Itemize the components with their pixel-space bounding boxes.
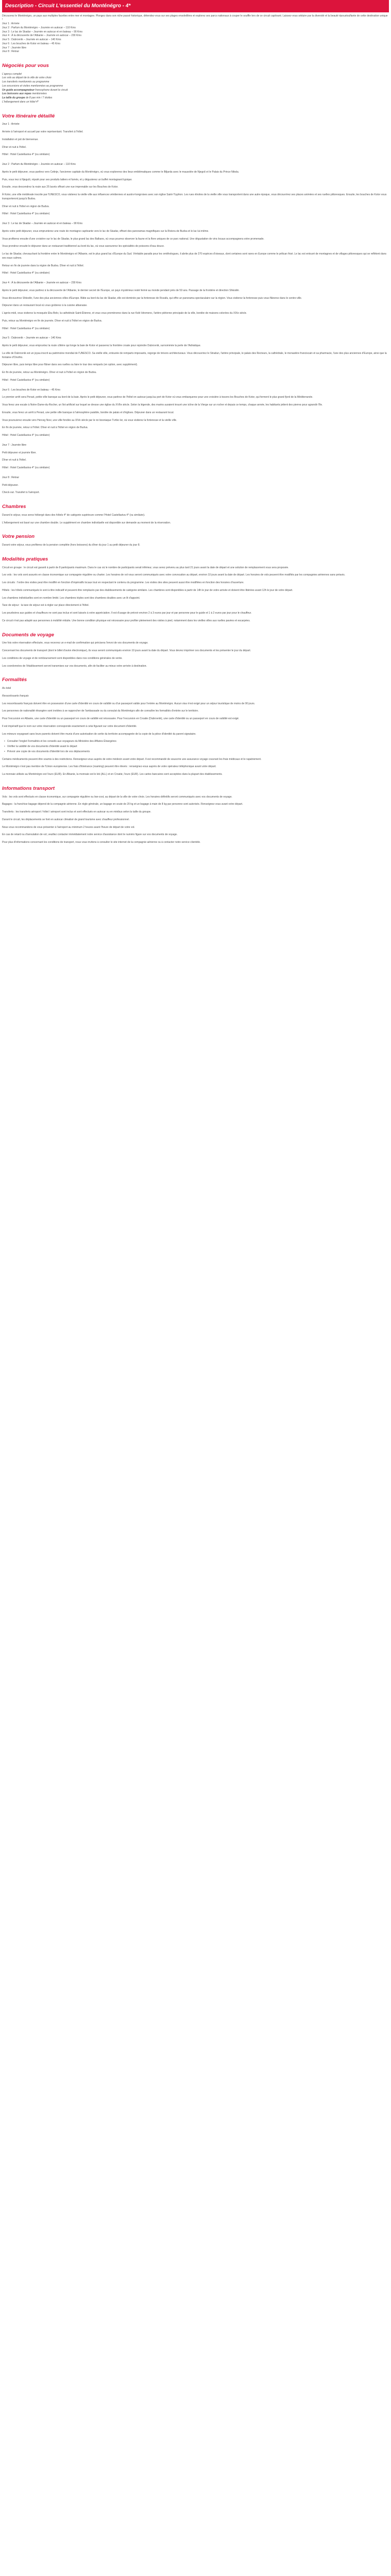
day-paragraph: Le lac de Skadar, chevauchant la frontière entre le Monténégro et l'Albanie, est le plus grand lac d'Europe du Sud. Véritable paradis pour les ornithologues, il abrite plus de 270 espèces d'oiseaux, dont certaines sont rares en Europe comme le pélican frisé. Le lac est entouré de montagnes et de villages pittoresques qui se reflètent dans ses eaux calmes.	[2, 252, 386, 260]
intro-day-summary: Jour 7 : Journée libre	[2, 46, 26, 49]
pension-heading: Votre pension	[2, 534, 35, 540]
day-paragraph: Dîner et nuit à l'hôtel en région de Budva.	[2, 205, 50, 208]
itinerary-heading: Votre itinéraire détaillé	[2, 113, 55, 119]
day-paragraph: À Kotor, une ville médiévale inscrite par l'UNESCO, vous visiterez la vieille ville aux influences vénitiennes et austro-hongroises avec son église Saint-Tryphon. Les rues étroites de la vieille ville vous transportent dans une autre époque, vous découvrirez ses places animées et ses ruelles pittoresques. Ensuite, les bouches de Kotor vous transporteront jusqu'à Budva.	[2, 193, 387, 200]
formalities-paragraphs	[2, 702, 389, 737]
intro-day-summary: Jour 4 : À la découverte de l'Albanie – Journée en autocar – 230 Kms	[2, 34, 82, 38]
day-paragraph: Check-out. Transfert à l'aéroport.	[2, 491, 40, 495]
day-title: Jour 8 : Retour	[2, 476, 20, 479]
practical-paragraph: Ce circuit n'est pas adapté aux personnes à mobilité réduite. Une bonne condition physique est nécessaire pour profiter pleinement des visites à pied, notamment dans les vieilles villes aux ruelles pavées et escarpées.	[2, 619, 251, 622]
day-paragraph: Retour en fin de journée dans la région de Budva. Dîner et nuit à l'hôtel.	[2, 264, 84, 267]
transport-heading: Informations transport	[2, 785, 55, 791]
transport-paragraph: Transferts : les transferts aéroport / hôtel / aéroport sont inclus et sont effectués en autocar ou en minibus selon la taille du groupe.	[2, 810, 152, 814]
day-title: Jour 7 : Journée libre	[2, 443, 26, 447]
day-paragraph: Arrivée à l'aéroport et accueil par votre représentant. Transfert à l'hôtel.	[2, 130, 84, 134]
day-paragraph: La ville de Dubrovnik est un joyau inscrit au patrimoine mondial de l'UNESCO. Sa vieille ville, entourée de remparts imposants, regorge de trésors architecturaux. Vous découvrirez le Stradun, l'artère principale, le palais des Recteurs, la cathédrale, le monastère franciscain et sa pharmacie, l'une des plus anciennes d'Europe, ainsi que la fontaine d'Onofrio.	[2, 351, 387, 359]
day-paragraph: Petit déjeuner et journée libre.	[2, 451, 37, 454]
transport-paragraph: Pour plus d'informations concernant les conditions de transport, nous vous invitons à consulter le site internet de la compagnie aérienne ou à contacter notre service clientèle.	[2, 841, 201, 844]
included-item-strong: Un guide accompagnateur	[2, 88, 35, 92]
day-paragraph: Vous poursuivrez ensuite vers Herceg Novi, une ville fondée au XIVe siècle par le roi bosniaque Tvrtko Ier, où vous visiterez la forteresse et la vieille ville.	[2, 418, 177, 422]
formalities-paragraph: Les mineurs voyageant sans leurs parents doivent être munis d'une autorisation de sortie du territoire accompagnée de la copie de la pièce d'identité du parent signataire.	[2, 732, 197, 736]
formalities-more	[2, 758, 389, 777]
included-item	[2, 96, 389, 100]
intro-section	[2, 14, 389, 55]
intro-day-summary: Jour 5 : Dubrovnik – Journée en autocar – 140 Kms	[2, 38, 61, 41]
day-paragraph: Dîner et nuit à l'hôtel.	[2, 145, 27, 149]
intro-paragraph: Découvrez le Monténégro, un pays aux multiples facettes entre mer et montagne. Plongez dans son riche passé historique, détendez-vous sur ses plages ensoleillées et explorez ses parcs nationaux à couper le souffle lors de ce circuit captivant. Laissez-vous séduire par la diversité et la beauté époustouflante de cette destination unique !	[2, 14, 388, 22]
itinerary-day	[2, 336, 389, 382]
formalities-subheading: Au total	[2, 687, 11, 690]
included-item-rest: de 8 pax min / 7 étoiles	[25, 96, 53, 100]
included-item: Les transferts mentionnés au programme	[2, 80, 50, 84]
itinerary-day	[2, 388, 389, 438]
included-item-strong: La taille du groupe	[2, 96, 25, 100]
rooms-section	[2, 514, 389, 526]
day-title: Jour 3 : Le lac de Skadar – Journée en autocar et en bateau – 90 Kms	[2, 222, 83, 226]
included-item-strong: Les boissons aux repas	[2, 92, 31, 96]
day-title: Jour 4 : À la découverte de l'Albanie – Journée en autocar – 230 Kms	[2, 281, 82, 285]
documents-section	[2, 641, 389, 668]
day-paragraph: Après le petit déjeuner, vous partirez vers Cetinje, l'ancienne capitale du Monténégro, où vous explorerez des lieux emblématiques comme le Biljarda avec le mausolée de Njegoš et le Palais du Prince Nikola.	[2, 170, 239, 174]
day-title: Jour 6 : Les bouches de Kotor en bateau – 45 Kms	[2, 388, 60, 392]
formalities-paragraph: Le Monténégro n'est pas membre de l'Union européenne. Les frais d'itinérance (roaming) peuvent être élevés : renseignez-vous auprès de votre opérateur téléphonique avant votre départ.	[2, 765, 217, 769]
formalities-bullet: • Consulter l'onglet Formalités et les conseils aux voyageurs du Ministère des Affaires Étrangères	[7, 740, 389, 744]
day-title: Jour 5 : Dubrovnik – Journée en autocar – 140 Kms	[2, 336, 61, 340]
day-paragraph: Installation et pot de bienvenue.	[2, 138, 39, 141]
day-paragraph: Le premier arrêt sera Perast, petite ville baroque au bord de la baie. Après le petit déjeuner, vous partirez de l'hôtel en autocar jusqu'au port de Kotor où vous embarquerez pour une croisière à travers les Bouches de Kotor, qui forment le plus grand fjord de la Méditerranée.	[2, 396, 313, 399]
formalities-paragraph: La monnaie utilisée au Monténégro est l'euro (EUR). En Albanie, la monnaie est le lek (ALL) et en Croatie, l'euro (EUR). Les cartes bancaires sont acceptées dans la plupart des établissements.	[2, 773, 223, 776]
day-paragraph: En fin de journée, retour au Monténégro. Dîner et nuit à l'hôtel en région de Budva.	[2, 371, 97, 375]
itinerary-day	[2, 476, 389, 495]
documents-paragraph: Une fois votre réservation effectuée, vous recevrez un e-mail de confirmation qui précisera l'envoi de vos documents de voyage.	[2, 641, 149, 645]
day-paragraph: Hôtel : Hotel Castellastva 4* (ou similaire)	[2, 272, 50, 275]
day-paragraph: Vous découvrirez Shkodër, l'une des plus anciennes villes d'Europe. Bâtie au bord du lac de Skadar, elle est dominée par la forteresse de Rozafa, qui offre un panorama spectaculaire sur la région. Vous visiterez la forteresse puis vous flânerez dans le centre-ville.	[2, 296, 302, 300]
formalities-heading: Formalités	[2, 677, 27, 683]
day-paragraph: Ensuite, vous ferez un arrêt à Perast, une petite ville baroque à l'atmosphère paisible, bordée de palais et d'églises. Déjeuner dans un restaurant local.	[2, 411, 174, 414]
documents-paragraph: Concernant les documents de transport (dont le billet d'avion électronique), ils vous seront communiqués environ 10 jours avant la date du départ. Vous devrez imprimer ces documents et les présenter le jour du départ.	[2, 649, 251, 653]
transport-paragraph: Nous vous recommandons de vous présenter à l'aéroport au minimum 2 heures avant l'heure de départ de votre vol.	[2, 825, 135, 829]
transport-paragraph: En cas de retard ou d'annulation de vol, veuillez contacter immédiatement notre service d'assistance dont le numéro figure sur vos documents de voyage.	[2, 833, 178, 837]
formalities-subheading: Ressortissants français	[2, 694, 29, 698]
formalities-paragraph: Pour l'excursion en Albanie, une carte d'identité ou un passeport en cours de validité est nécessaire. Pour l'excursion en Croatie (Dubrovnik), une carte d'identité ou un passeport en cours de validité est exigé.	[2, 717, 239, 721]
page	[0, 0, 391, 853]
day-paragraph: Déjeuner dans un restaurant local où vous goûterez à la cuisine albanaise.	[2, 304, 88, 308]
day-paragraph: Hôtel : Hotel Castellastva 4* (ou similaire)	[2, 327, 50, 330]
rooms-paragraph: L'hébergement est basé sur une chambre double. Le supplément en chambre individuelle est disponible sur demande au moment de la réservation.	[2, 521, 171, 524]
day-paragraph: Hôtel : Hotel Castellastva 4* (ou similaire)	[2, 434, 50, 437]
day-title: Jour 2 : Parfum du Monténégro – Journée en autocar – 110 Kms	[2, 163, 76, 166]
included-item-rest: mentionnées	[31, 92, 47, 96]
documents-heading: Documents de voyage	[2, 632, 54, 638]
day-paragraph: Ensuite, vous descendrez la route aux 25 lacets offrant une vue imprenable sur les Bouches de Kotor.	[2, 185, 119, 189]
itinerary-day	[2, 222, 389, 276]
day-paragraph: En fin de journée, retour à l'hôtel. Dîner et nuit à l'hôtel en région de Budva.	[2, 426, 88, 430]
formalities-bullet: • Vérifier la validité de vos documents d'identité avant le départ	[7, 745, 389, 749]
day-paragraph: Hôtel : Hotel Castellastva 4* (ou similaire)	[2, 153, 50, 157]
intro-day-summary: Jour 6 : Les bouches de Kotor en bateau – 45 Kms	[2, 42, 60, 45]
transport-section	[2, 795, 389, 845]
day-paragraph: Hôtel : Hotel Castellastva 4* (ou similaire)	[2, 378, 50, 382]
itinerary	[2, 123, 389, 495]
day-paragraph: Dîner et nuit à l'hôtel.	[2, 459, 27, 462]
day-paragraph: Vous ferez une escale à Notre-Dame-du-Rocher, un îlot artificiel sur lequel se dresse une église du XVIIe siècle. Selon la légende, des marins auraient trouvé une icône de la Vierge sur un rocher et depuis ce temps, chaque année, les habitants jettent des pierres pour agrandir l'île.	[2, 403, 323, 407]
day-paragraph: Petit déjeuner.	[2, 483, 19, 487]
formalities-paragraph: Les ressortissants français doivent être en possession d'une carte d'identité en cours de validité ou d'un passeport valide pour l'entrée au Monténégro. Aucun visa n'est exigé pour un séjour touristique de moins de 90 jours.	[2, 702, 255, 705]
itinerary-day	[2, 444, 389, 470]
intro-day-summary: Jour 2 : Parfum du Monténégro – Journée en autocar – 110 Kms	[2, 26, 76, 29]
page-title: Description - Circuit L'essentiel du Monténégro - 4*	[2, 0, 389, 12]
included-list	[2, 73, 389, 105]
transport-paragraph: Bagages : la franchise bagage dépend de la compagnie aérienne. En règle générale, un bagage en soute de 20 kg et un bagage à main de 8 kg par personne sont autorisés. Renseignez-vous avant votre départ.	[2, 803, 243, 806]
pension-section	[2, 544, 389, 548]
rooms-paragraph: Durant le séjour, vous serez hébergé dans des hôtels 4* de catégorie supérieure comme l'Hotel Castellastva 4* (ou similaire).	[2, 513, 145, 517]
transport-paragraph: Vols : les vols sont effectués en classe économique, sur compagnie régulière ou low-cost, au départ de la ville de votre choix. Les horaires définitifs seront communiqués avec vos documents de voyage.	[2, 795, 233, 799]
day-paragraph: Hôtel : Hotel Castellastva 4* (ou similaire)	[2, 466, 50, 470]
day-paragraph: Vous prendrez ensuite le déjeuner dans un restaurant traditionnel au bord du lac, où vous savourerez les spécialités de poissons d'eau douce.	[2, 245, 165, 248]
day-paragraph: Puis, retour au Monténégro en fin de journée. Dîner et nuit à l'hôtel en région de Budva.	[2, 319, 102, 323]
practical-paragraph: Hôtels : les hôtels communiqués le sont à titre indicatif et peuvent être remplacés par des établissements de catégorie similaire. Les chambres sont disponibles à partir de 14h le jour de votre arrivée et doivent être libérées avant 12h le jour de votre départ.	[2, 588, 293, 592]
included-item: Les excursions et visites mentionnées au programme	[2, 84, 63, 88]
practical-paragraph: Les vols : les vols sont assurés en classe économique sur compagnie régulière ou charter. Les horaires de vol vous seront communiqués avec votre convocation au départ, environ 10 jours avant la date de départ. Les horaires de vols peuvent être modifiés par les compagnies aériennes sans préavis.	[2, 573, 346, 577]
day-paragraph: Déjeuner libre, puis temps libre pour flâner dans ses ruelles ou faire le tour des remparts (en option, avec supplément).	[2, 363, 138, 367]
documents-paragraph: Les coordonnées de l'établissement seront transmises sur vos documents, afin de faciliter au mieux votre arrivée à destination.	[2, 664, 147, 668]
day-paragraph: Hôtel : Hotel Castellastva 4* (ou similaire)	[2, 212, 50, 216]
transport-paragraph: Durant le circuit, les déplacements se font en autocar climatisé de grand tourisme avec chauffeur professionnel.	[2, 818, 129, 821]
included-item: L'aperçu complet	[2, 72, 22, 76]
day-paragraph: Vous profiterez ensuite d'une croisière sur le lac de Skadar, le plus grand lac des Balkans, où vous pourrez observer la faune et la flore uniques de ce parc national. Une dégustation de vins locaux accompagnera votre promenade.	[2, 237, 265, 241]
intro-day-summary: Jour 1 : Arrivée	[2, 22, 20, 25]
itinerary-day	[2, 163, 389, 216]
practical-paragraph: Taxe de séjour : la taxe de séjour est à régler sur place directement à l'hôtel.	[2, 604, 89, 607]
intro-day-summary: Jour 8 : Retour	[2, 50, 20, 54]
formalities-paragraph: Il est impératif que le nom sur votre réservation corresponde exactement à celui figurant sur votre document d'identité.	[2, 724, 137, 728]
practical-paragraph: Les chambres individuelles sont en nombre limité. Les chambres triples sont des chambres doubles avec un lit d'appoint.	[2, 596, 140, 600]
day-paragraph: Après le petit déjeuner, vous empruntez la route côtière qui longe la baie de Kotor et passerez la frontière croate pour rejoindre Dubrovnik, surnommée la perle de l'Adriatique.	[2, 344, 201, 348]
pension-paragraph: Durant votre séjour, vous profiterez de la pension complète (hors boissons) du dîner du jour 1 au petit déjeuner du jour 8.	[2, 544, 140, 547]
day-paragraph: Après le petit déjeuner, vous partirez à la découverte de l'Albanie, le dernier secret de l'Europe, un pays mystérieux resté fermé au monde pendant près de 50 ans. Passage de la frontière et direction Shkodër.	[2, 289, 240, 292]
practical-paragraph: Les pourboires aux guides et chauffeurs ne sont pas inclus et sont laissés à votre appréciation. Il est d'usage de prévoir environ 2 à 3 euros par jour et par personne pour le guide et 1 à 2 euros par jour pour le chauffeur.	[2, 612, 252, 615]
formalities-bullet-list	[7, 740, 389, 754]
practical-paragraph: Les circuits : l'ordre des visites peut être modifié en fonction d'impératifs locaux tout en respectant le contenu du programme. Les visites des sites peuvent aussi être modifiées en fonction des horaires d'ouverture.	[2, 581, 245, 585]
documents-paragraph: Les conditions de voyage et de remboursement sont disponibles dans nos conditions générales de vente.	[2, 656, 123, 660]
itinerary-day	[2, 281, 389, 331]
practical-heading: Modalités pratiques	[2, 556, 48, 562]
included-item: L'hébergement dans un hôtel 4*	[2, 100, 39, 104]
included-item-rest: francophone durant le circuit	[34, 88, 68, 92]
included-heading: Négociés pour vous	[2, 63, 49, 69]
formalities-paragraph: Les personnes de nationalité étrangère sont invitées à se rapprocher de l'ambassade ou du consulat du Monténégro afin de connaître les formalités d'entrée sur le territoire.	[2, 709, 199, 713]
formalities-section	[2, 687, 389, 777]
practical-section	[2, 566, 389, 623]
included-item	[2, 92, 389, 96]
included-item: Les vols au départ de la ville de votre choix	[2, 76, 52, 80]
day-paragraph: L'après-midi, vous visiterez la mosquée Ebu Bekr, la cathédrale Saint-Étienne, et vous vous promènerez dans la rue Kolë Idromeno, l'artère piétonne principale de la ville, bordée de maisons colorées du XIXe siècle.	[2, 312, 247, 315]
itinerary-day	[2, 123, 389, 157]
practical-paragraph: Circuit en groupe : le circuit est garanti à partir de 8 participants maximum. Dans le cas où le nombre de participants serait inférieur, vous serez prévenu au plus tard 21 jours avant la date de départ et une solution de remplacement vous sera proposée.	[2, 566, 289, 569]
rooms-heading: Chambres	[2, 504, 26, 510]
day-paragraph: Puis, vous irez à Njeguši, réputé pour ses produits laitiers et fumés, et y dégusterez un buffet montagnard typique.	[2, 178, 133, 181]
day-title: Jour 1 : Arrivée	[2, 123, 20, 126]
intro-day-summary: Jour 3 : Le lac de Skadar – Journée en autocar et en bateau – 90 Kms	[2, 30, 83, 33]
day-paragraph: Après votre petit déjeuner, vous emprunterez une route de montagne captivante vers le lac de Skadar, offrant des panoramas magnifiques sur la Riviera de Budva et le lac lui-même.	[2, 229, 209, 233]
formalities-paragraph: Certains médicaments peuvent être soumis à des restrictions. Renseignez-vous auprès de votre médecin avant votre départ. Il est recommandé de souscrire une assurance voyage couvrant les frais médicaux et le rapatriement.	[2, 757, 262, 761]
formalities-bullet: • Prévoir une copie de vos documents d'identité lors de vos déplacements	[7, 750, 389, 754]
